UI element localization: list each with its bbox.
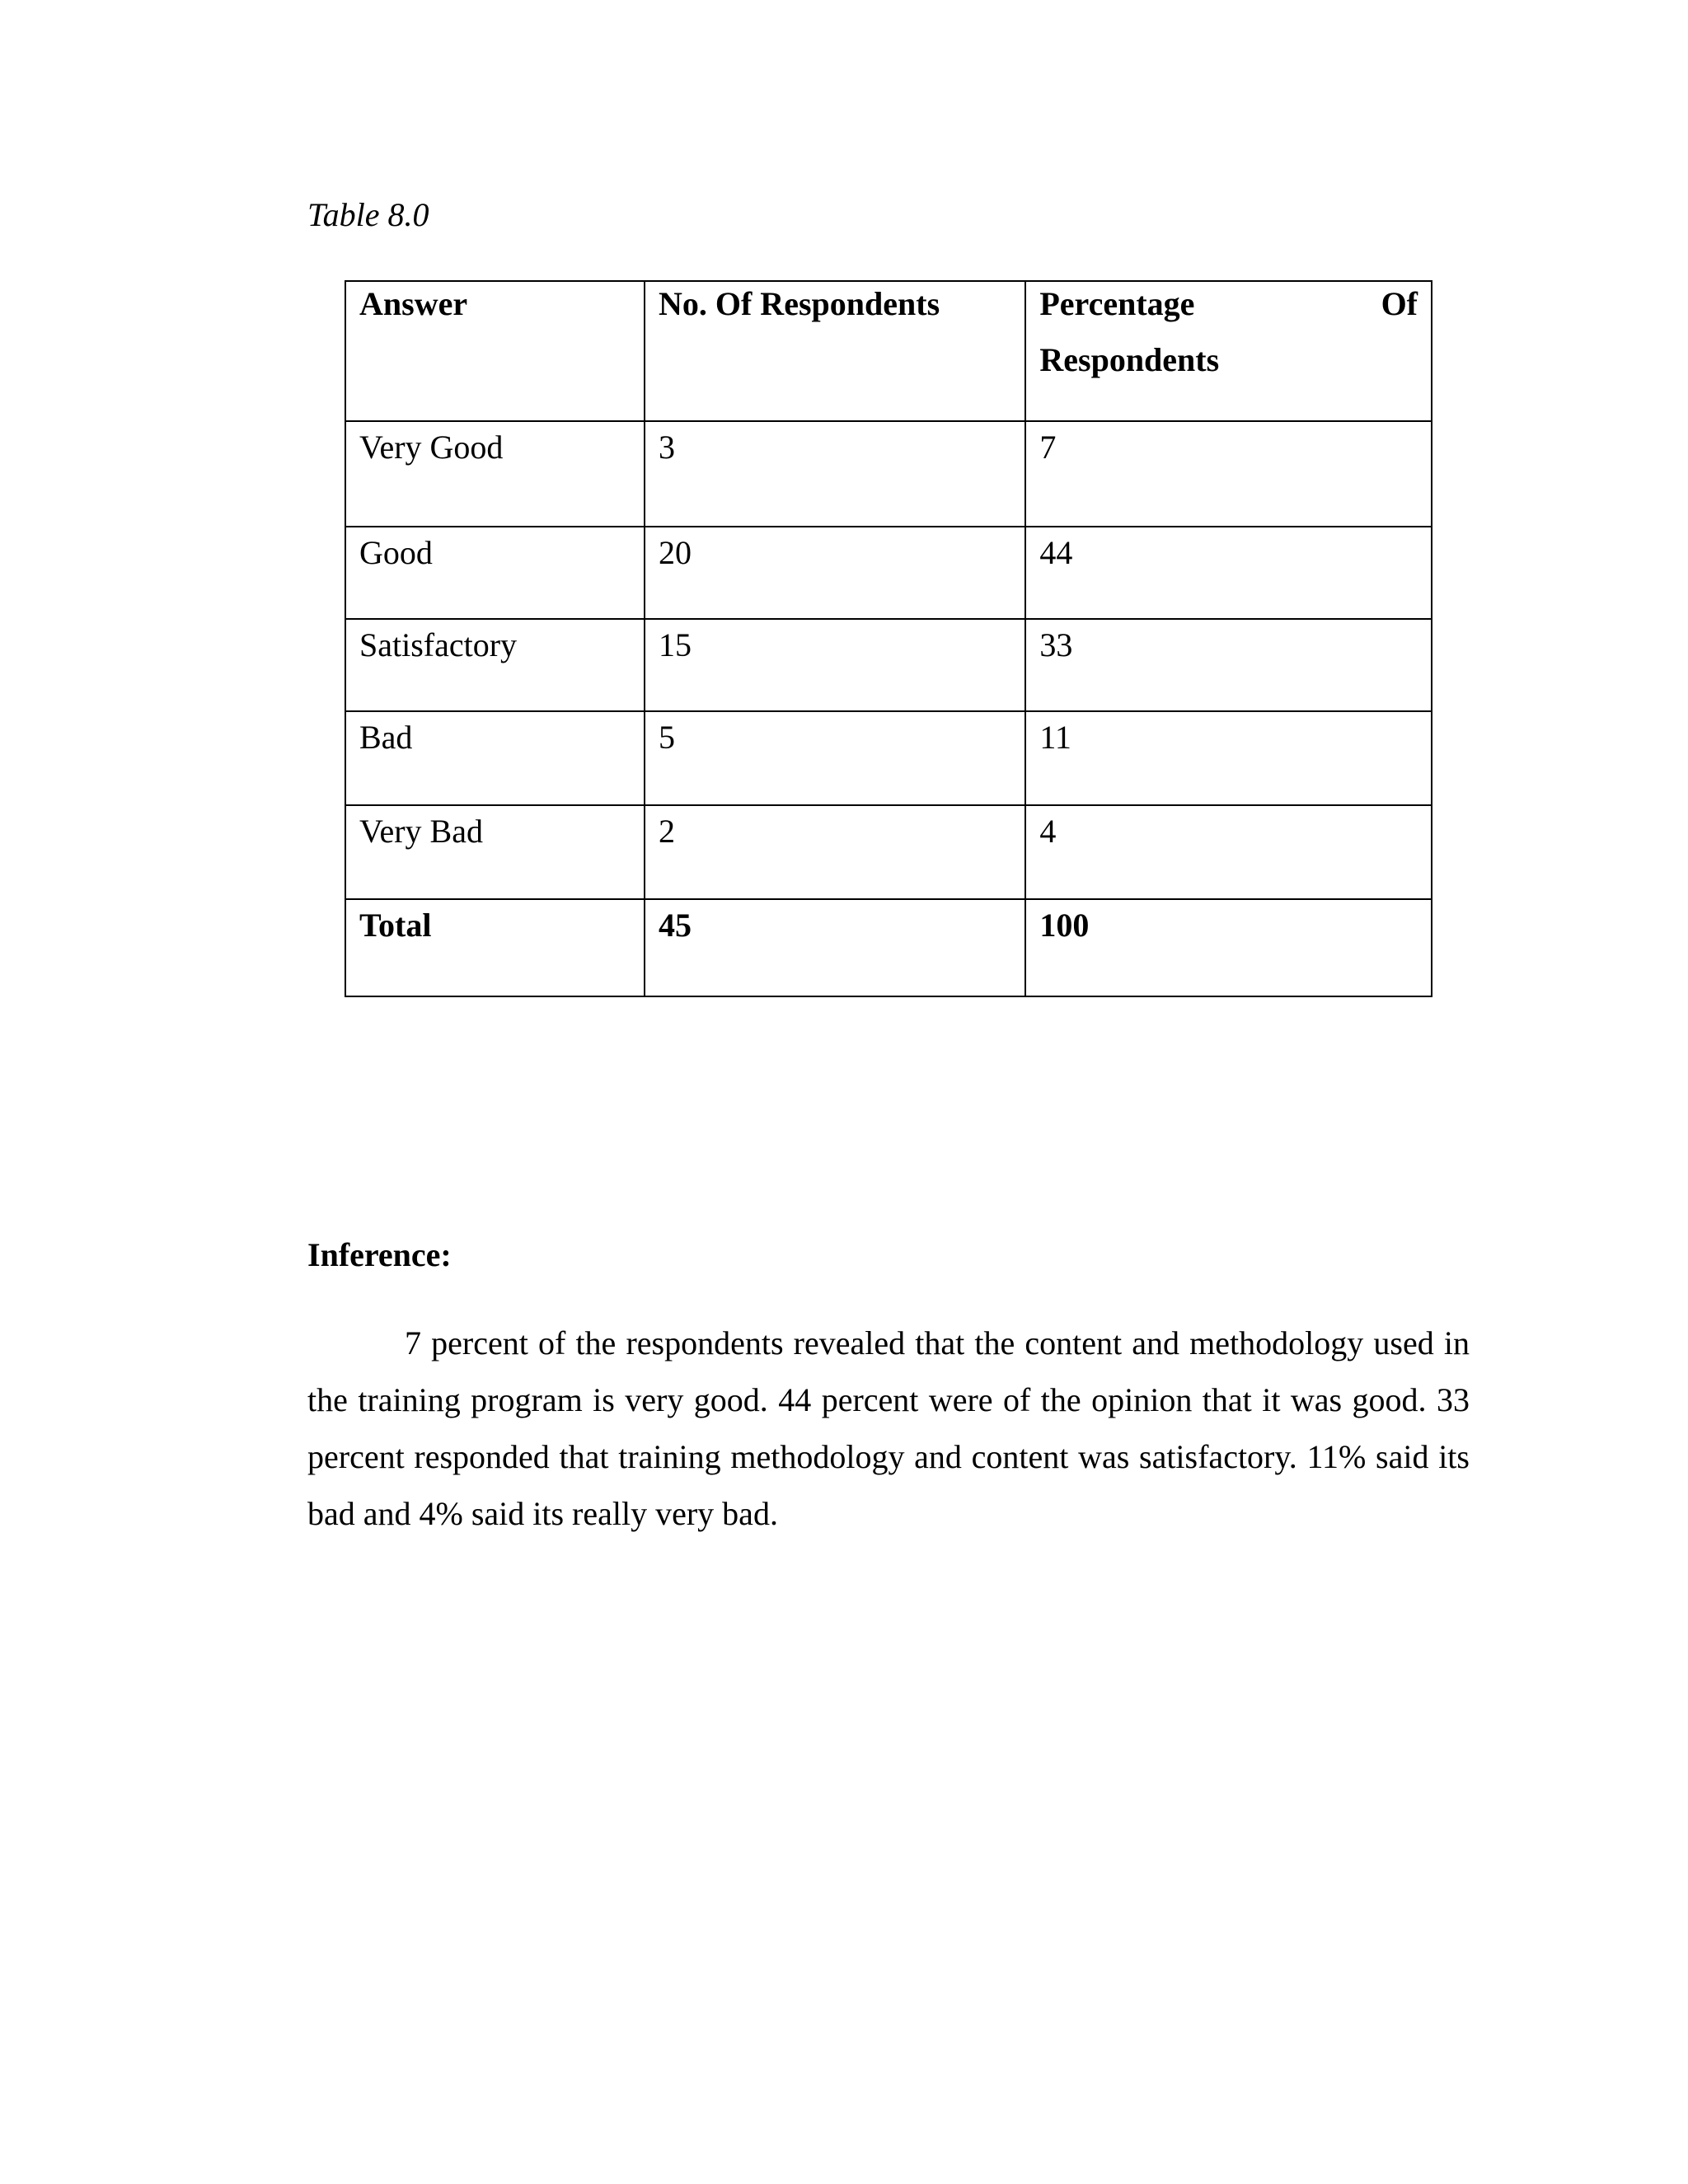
table-total-row <box>345 899 1432 996</box>
table-row <box>345 805 1432 899</box>
cell-percentage: 4 <box>1025 805 1432 899</box>
inference-heading: Inference: <box>307 1236 452 1273</box>
cell-total-count: 45 <box>645 899 1025 996</box>
header-respondent-percentage <box>1025 281 1432 421</box>
header-answer: Answer <box>345 281 645 421</box>
header-of-word: Of <box>1381 285 1418 322</box>
cell-answer: Very Good <box>345 421 645 527</box>
cell-percentage: 33 <box>1025 619 1432 711</box>
inference-paragraph: 7 percent of the respondents revealed that the content and methodology used in the training program is very good. 44 percent were of the opinion that it was good. 33 percent responded that training methodology and content was satisfactory. 11% said its bad and 4% said its really very bad. <box>307 1324 1470 1532</box>
cell-count: 5 <box>645 711 1025 805</box>
cell-total-percentage: 100 <box>1025 899 1432 996</box>
cell-answer: Very Bad <box>345 805 645 899</box>
cell-count: 15 <box>645 619 1025 711</box>
respondents-table <box>345 280 1432 997</box>
cell-count: 20 <box>645 527 1025 619</box>
cell-percentage: 11 <box>1025 711 1432 805</box>
cell-total-label: Total <box>345 899 645 996</box>
cell-percentage: 44 <box>1025 527 1432 619</box>
table-row <box>345 421 1432 527</box>
cell-answer: Good <box>345 527 645 619</box>
table-row <box>345 527 1432 619</box>
table-row <box>345 711 1432 805</box>
header-respondents-word: Respondents <box>1039 341 1220 378</box>
table-caption: Table 8.0 <box>307 196 429 233</box>
table-row <box>345 619 1432 711</box>
cell-answer: Satisfactory <box>345 619 645 711</box>
header-percentage-word: Percentage <box>1039 285 1195 322</box>
cell-answer: Bad <box>345 711 645 805</box>
cell-percentage: 7 <box>1025 421 1432 527</box>
table-header-row <box>345 281 1432 421</box>
cell-count: 2 <box>645 805 1025 899</box>
cell-count: 3 <box>645 421 1025 527</box>
header-respondent-count: No. Of Respondents <box>645 281 1025 421</box>
